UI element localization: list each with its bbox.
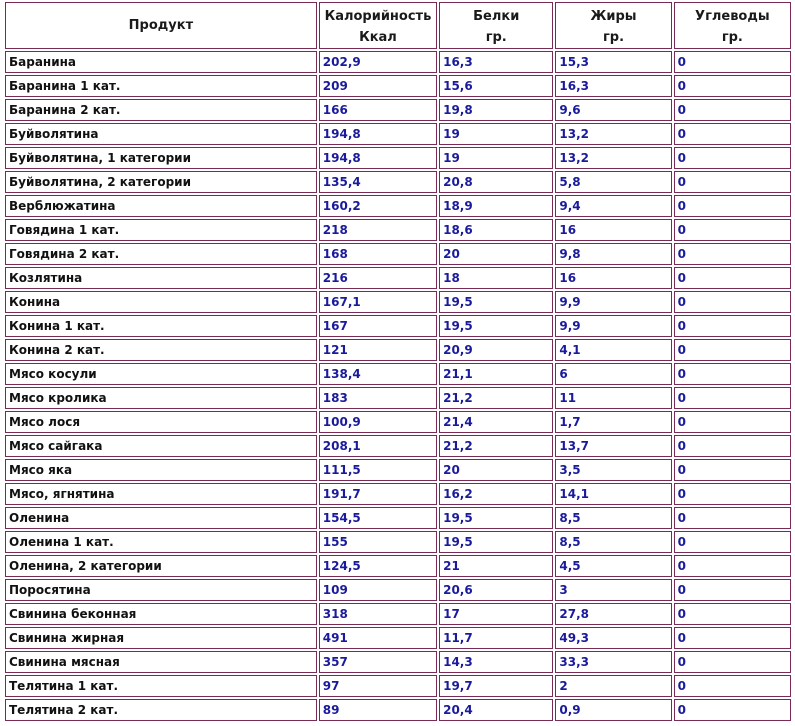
cell-calories: 154,5 <box>319 507 437 529</box>
cell-fat: 9,9 <box>555 315 671 337</box>
cell-calories: 160,2 <box>319 195 437 217</box>
cell-product: Телятина 1 кат. <box>5 675 317 697</box>
cell-product: Буйволятина, 1 категории <box>5 147 317 169</box>
cell-product: Оленина <box>5 507 317 529</box>
cell-calories: 216 <box>319 267 437 289</box>
cell-fat: 8,5 <box>555 507 671 529</box>
cell-protein: 20,4 <box>439 699 553 721</box>
table-body <box>5 51 791 721</box>
cell-product: Буйволятина, 2 категории <box>5 171 317 193</box>
table-row <box>5 51 791 73</box>
header-fat-unit: гр. <box>603 30 625 45</box>
cell-protein: 15,6 <box>439 75 553 97</box>
cell-calories: 194,8 <box>319 123 437 145</box>
cell-calories: 155 <box>319 531 437 553</box>
table-row <box>5 267 791 289</box>
cell-carbs: 0 <box>674 411 791 433</box>
cell-product: Мясо сайгака <box>5 435 317 457</box>
cell-protein: 19,5 <box>439 291 553 313</box>
cell-carbs: 0 <box>674 603 791 625</box>
cell-calories: 208,1 <box>319 435 437 457</box>
cell-calories: 124,5 <box>319 555 437 577</box>
cell-calories: 166 <box>319 99 437 121</box>
cell-carbs: 0 <box>674 339 791 361</box>
cell-fat: 0,9 <box>555 699 671 721</box>
table-row <box>5 171 791 193</box>
cell-protein: 11,7 <box>439 627 553 649</box>
table-row <box>5 363 791 385</box>
cell-protein: 19,5 <box>439 531 553 553</box>
cell-calories: 89 <box>319 699 437 721</box>
table-row <box>5 315 791 337</box>
cell-protein: 21 <box>439 555 553 577</box>
table-row <box>5 555 791 577</box>
cell-carbs: 0 <box>674 651 791 673</box>
table-row <box>5 459 791 481</box>
cell-product: Козлятина <box>5 267 317 289</box>
cell-product: Конина 1 кат. <box>5 315 317 337</box>
cell-product: Конина 2 кат. <box>5 339 317 361</box>
table-row <box>5 507 791 529</box>
cell-calories: 194,8 <box>319 147 437 169</box>
cell-calories: 100,9 <box>319 411 437 433</box>
cell-product: Поросятина <box>5 579 317 601</box>
cell-protein: 20,8 <box>439 171 553 193</box>
cell-carbs: 0 <box>674 387 791 409</box>
cell-protein: 16,3 <box>439 51 553 73</box>
cell-protein: 16,2 <box>439 483 553 505</box>
cell-carbs: 0 <box>674 483 791 505</box>
cell-carbs: 0 <box>674 195 791 217</box>
cell-fat: 15,3 <box>555 51 671 73</box>
cell-carbs: 0 <box>674 579 791 601</box>
cell-product: Свинина жирная <box>5 627 317 649</box>
cell-carbs: 0 <box>674 363 791 385</box>
table-row <box>5 123 791 145</box>
cell-calories: 218 <box>319 219 437 241</box>
cell-fat: 8,5 <box>555 531 671 553</box>
cell-carbs: 0 <box>674 291 791 313</box>
cell-fat: 33,3 <box>555 651 671 673</box>
header-calories-unit: Ккал <box>359 30 397 45</box>
cell-carbs: 0 <box>674 99 791 121</box>
header-protein-unit: гр. <box>485 30 507 45</box>
header-product-label: Продукт <box>128 18 194 33</box>
cell-product: Телятина 2 кат. <box>5 699 317 721</box>
cell-calories: 109 <box>319 579 437 601</box>
cell-fat: 2 <box>555 675 671 697</box>
cell-carbs: 0 <box>674 675 791 697</box>
cell-calories: 121 <box>319 339 437 361</box>
table-row <box>5 339 791 361</box>
cell-protein: 21,2 <box>439 435 553 457</box>
cell-calories: 111,5 <box>319 459 437 481</box>
cell-product: Мясо косули <box>5 363 317 385</box>
cell-fat: 3 <box>555 579 671 601</box>
header-carbs-unit: гр. <box>721 30 743 45</box>
table-row <box>5 579 791 601</box>
table-row <box>5 651 791 673</box>
cell-protein: 19 <box>439 123 553 145</box>
cell-protein: 19,5 <box>439 315 553 337</box>
cell-calories: 191,7 <box>319 483 437 505</box>
table-row <box>5 243 791 265</box>
cell-calories: 97 <box>319 675 437 697</box>
header-calories <box>319 2 437 49</box>
cell-fat: 16 <box>555 219 671 241</box>
table-header-row <box>5 2 791 49</box>
header-fat-label: Жиры <box>590 9 637 24</box>
header-carbs-label: Углеводы <box>695 9 770 24</box>
cell-carbs: 0 <box>674 531 791 553</box>
cell-carbs: 0 <box>674 243 791 265</box>
cell-product: Свинина мясная <box>5 651 317 673</box>
cell-product: Мясо яка <box>5 459 317 481</box>
cell-product: Буйволятина <box>5 123 317 145</box>
cell-carbs: 0 <box>674 699 791 721</box>
cell-protein: 18,9 <box>439 195 553 217</box>
cell-fat: 4,1 <box>555 339 671 361</box>
cell-carbs: 0 <box>674 267 791 289</box>
cell-product: Оленина, 2 категории <box>5 555 317 577</box>
cell-product: Мясо кролика <box>5 387 317 409</box>
cell-calories: 209 <box>319 75 437 97</box>
cell-fat: 9,6 <box>555 99 671 121</box>
header-carbs <box>674 2 791 49</box>
cell-calories: 357 <box>319 651 437 673</box>
cell-calories: 491 <box>319 627 437 649</box>
cell-product: Конина <box>5 291 317 313</box>
cell-protein: 18 <box>439 267 553 289</box>
cell-carbs: 0 <box>674 51 791 73</box>
cell-fat: 49,3 <box>555 627 671 649</box>
cell-product: Говядина 2 кат. <box>5 243 317 265</box>
cell-protein: 19,5 <box>439 507 553 529</box>
header-calories-label: Калорийность <box>324 9 432 24</box>
cell-fat: 11 <box>555 387 671 409</box>
cell-protein: 20 <box>439 459 553 481</box>
cell-product: Говядина 1 кат. <box>5 219 317 241</box>
table-row <box>5 75 791 97</box>
cell-protein: 17 <box>439 603 553 625</box>
cell-fat: 6 <box>555 363 671 385</box>
cell-product: Баранина <box>5 51 317 73</box>
header-protein <box>439 2 553 49</box>
table-row <box>5 675 791 697</box>
cell-fat: 9,4 <box>555 195 671 217</box>
cell-fat: 4,5 <box>555 555 671 577</box>
cell-fat: 13,2 <box>555 147 671 169</box>
cell-product: Оленина 1 кат. <box>5 531 317 553</box>
table-row <box>5 531 791 553</box>
cell-fat: 3,5 <box>555 459 671 481</box>
cell-protein: 21,1 <box>439 363 553 385</box>
cell-protein: 20 <box>439 243 553 265</box>
table-row <box>5 99 791 121</box>
cell-calories: 168 <box>319 243 437 265</box>
cell-protein: 21,4 <box>439 411 553 433</box>
cell-carbs: 0 <box>674 75 791 97</box>
table-row <box>5 411 791 433</box>
cell-carbs: 0 <box>674 459 791 481</box>
cell-carbs: 0 <box>674 555 791 577</box>
nutrition-table <box>3 0 793 723</box>
table-row <box>5 699 791 721</box>
cell-calories: 138,4 <box>319 363 437 385</box>
cell-protein: 20,9 <box>439 339 553 361</box>
cell-carbs: 0 <box>674 507 791 529</box>
cell-calories: 135,4 <box>319 171 437 193</box>
cell-protein: 21,2 <box>439 387 553 409</box>
cell-product: Мясо лося <box>5 411 317 433</box>
cell-calories: 202,9 <box>319 51 437 73</box>
cell-fat: 5,8 <box>555 171 671 193</box>
table-row <box>5 483 791 505</box>
cell-carbs: 0 <box>674 627 791 649</box>
cell-calories: 167 <box>319 315 437 337</box>
cell-protein: 18,6 <box>439 219 553 241</box>
cell-carbs: 0 <box>674 219 791 241</box>
cell-protein: 14,3 <box>439 651 553 673</box>
header-fat <box>555 2 671 49</box>
cell-carbs: 0 <box>674 147 791 169</box>
cell-calories: 167,1 <box>319 291 437 313</box>
cell-fat: 9,8 <box>555 243 671 265</box>
cell-fat: 1,7 <box>555 411 671 433</box>
table-row <box>5 219 791 241</box>
table-row <box>5 435 791 457</box>
table-row <box>5 291 791 313</box>
cell-calories: 318 <box>319 603 437 625</box>
cell-protein: 19,8 <box>439 99 553 121</box>
table-row <box>5 147 791 169</box>
cell-product: Баранина 2 кат. <box>5 99 317 121</box>
table-row <box>5 627 791 649</box>
cell-product: Баранина 1 кат. <box>5 75 317 97</box>
cell-carbs: 0 <box>674 435 791 457</box>
cell-fat: 16,3 <box>555 75 671 97</box>
cell-fat: 27,8 <box>555 603 671 625</box>
cell-fat: 13,2 <box>555 123 671 145</box>
cell-calories: 183 <box>319 387 437 409</box>
header-protein-label: Белки <box>473 9 520 24</box>
table-row <box>5 195 791 217</box>
cell-product: Мясо, ягнятина <box>5 483 317 505</box>
cell-protein: 20,6 <box>439 579 553 601</box>
cell-protein: 19 <box>439 147 553 169</box>
cell-carbs: 0 <box>674 123 791 145</box>
cell-carbs: 0 <box>674 315 791 337</box>
cell-product: Верблюжатина <box>5 195 317 217</box>
cell-product: Свинина беконная <box>5 603 317 625</box>
cell-fat: 14,1 <box>555 483 671 505</box>
cell-fat: 13,7 <box>555 435 671 457</box>
table-row <box>5 387 791 409</box>
cell-protein: 19,7 <box>439 675 553 697</box>
table-row <box>5 603 791 625</box>
cell-carbs: 0 <box>674 171 791 193</box>
header-product <box>5 2 317 49</box>
cell-fat: 9,9 <box>555 291 671 313</box>
cell-fat: 16 <box>555 267 671 289</box>
